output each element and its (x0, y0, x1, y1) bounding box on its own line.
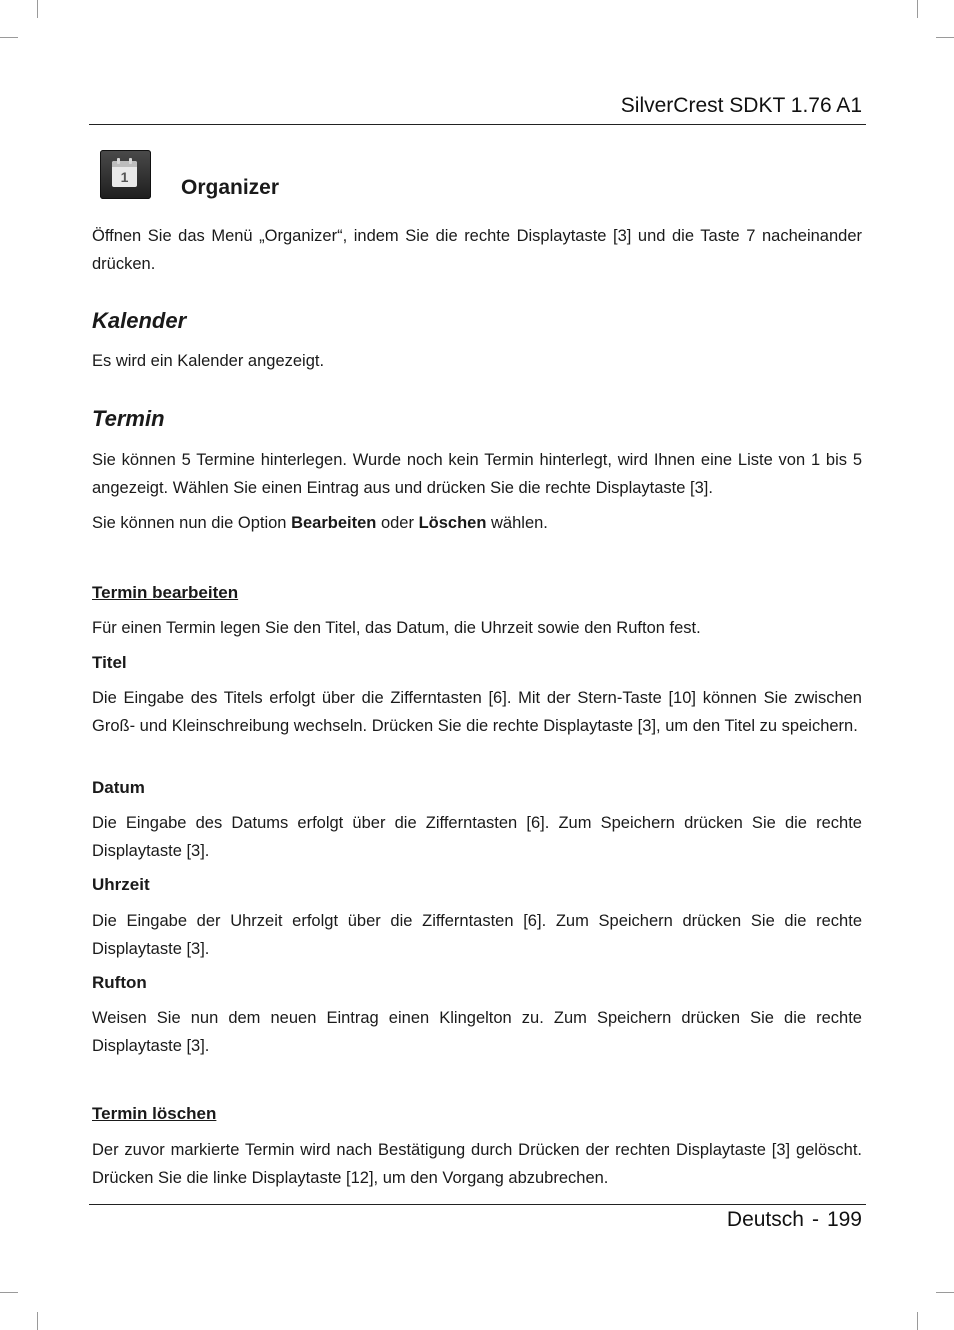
titel-text: Die Eingabe des Titels erfolgt über die Zifferntasten [6]. Mit der Stern-Taste [10] können Sie zwischen Groß- und Kleinschreibung wechseln. Drücken Sie die rechte Displaytaste [3], um den Titel zu speichern. (92, 689, 862, 735)
termin-options-pre: Sie können nun die Option (92, 514, 292, 532)
calendar-icon (100, 150, 151, 199)
crop-mark (37, 0, 38, 18)
rufton-text: Weisen Sie nun dem neuen Eintrag einen Klingelton zu. Zum Speichern drücken Sie die rechte Displaytaste [3]. (92, 1009, 862, 1055)
termin-options-text (92, 510, 862, 538)
page-footer (727, 1208, 862, 1232)
termin-text: Sie können 5 Termine hinterlegen. Wurde noch kein Termin hinterlegt, wird Ihnen eine Liste von 1 bis 5 angezeigt. Wählen Sie einen Eintrag aus und drücken Sie die rechte Displaytaste [3]. (92, 451, 862, 497)
crop-mark (936, 1292, 954, 1293)
header-rule (89, 124, 866, 125)
crop-mark (0, 1292, 18, 1293)
kalender-text: Es wird ein Kalender angezeigt. (92, 352, 325, 370)
calendar-page (112, 161, 137, 187)
calendar-header-bar (112, 161, 137, 167)
section-title-organizer: Organizer (181, 176, 280, 199)
footer-rule (89, 1204, 866, 1205)
termin-options-post: wählen. (486, 514, 548, 532)
page-header-title: SilverCrest SDKT 1.76 A1 (620, 94, 862, 117)
option-loeschen: Löschen (418, 514, 487, 532)
page-number: 199 (826, 1208, 862, 1231)
crop-mark (936, 37, 954, 38)
loeschen-text: Der zuvor markierte Termin wird nach Bestätigung durch Drücken der rechten Displaytaste [3] gelöscht. Drücken Sie die linke Displaytaste [12], um den Vorgang abzubrechen. (92, 1141, 862, 1187)
calendar-ring (117, 158, 120, 164)
footer-separator: - (811, 1208, 819, 1231)
termin-options-mid: oder (376, 514, 419, 532)
subsection-title-termin-bearbeiten: Termin bearbeiten (92, 583, 239, 602)
crop-mark (0, 37, 18, 38)
calendar-day-number: 1 (120, 169, 129, 185)
crop-mark (917, 1312, 918, 1330)
organizer-intro: Öffnen Sie das Menü „Organizer“, indem Sie die rechte Displaytaste [3] und die Taste 7 nacheinander drücken. (92, 227, 862, 273)
crop-mark (37, 1312, 38, 1330)
bearbeiten-text: Für einen Termin legen Sie den Titel, das Datum, die Uhrzeit sowie den Rufton fest. (92, 619, 701, 637)
section-title-termin: Termin (92, 406, 165, 431)
label-datum: Datum (92, 778, 145, 797)
calendar-ring (129, 158, 132, 164)
label-rufton: Rufton (92, 973, 147, 992)
crop-mark (917, 0, 918, 18)
subsection-title-termin-loeschen: Termin löschen (92, 1104, 217, 1123)
footer-language: Deutsch (726, 1208, 804, 1231)
label-uhrzeit: Uhrzeit (92, 875, 150, 894)
datum-text: Die Eingabe des Datums erfolgt über die Zifferntasten [6]. Zum Speichern drücken Sie die rechte Displaytaste [3]. (92, 814, 862, 860)
option-bearbeiten: Bearbeiten (291, 514, 377, 532)
section-title-kalender: Kalender (92, 308, 187, 333)
uhrzeit-text: Die Eingabe der Uhrzeit erfolgt über die Zifferntasten [6]. Zum Speichern drücken Sie die rechte Displaytaste [3]. (92, 912, 862, 958)
label-titel: Titel (92, 653, 127, 672)
